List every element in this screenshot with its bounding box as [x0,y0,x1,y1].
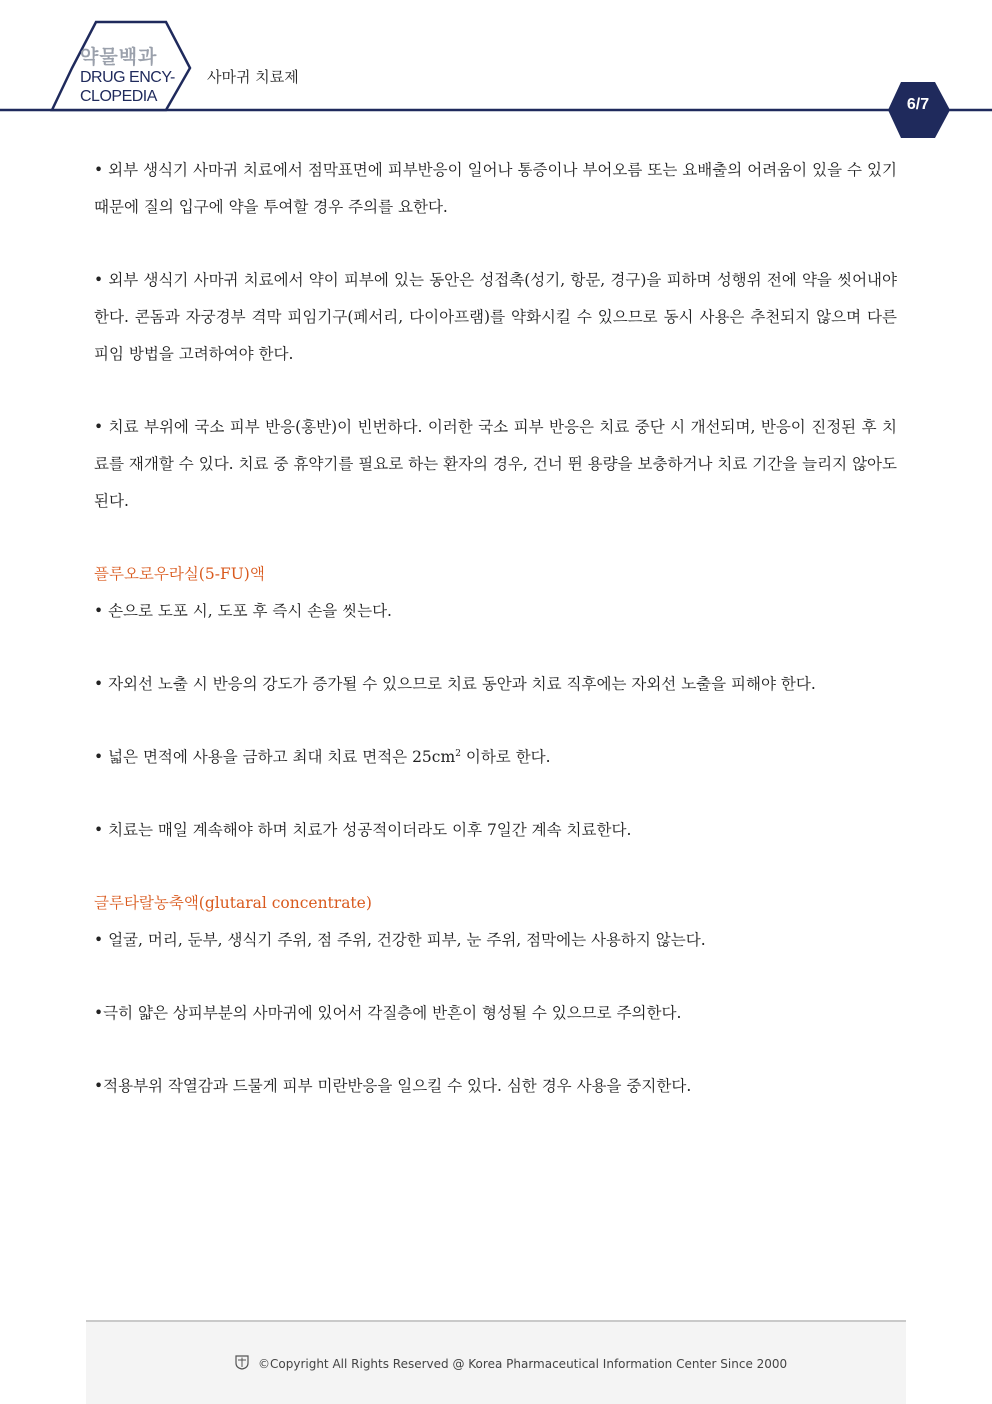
document-body [94,152,897,1105]
paragraph: • 외부 생식기 사마귀 치료에서 점막표면에 피부반응이 일어나 통증이나 부어오름 또는 요배출의 어려움이 있을 수 있기 때문에 질의 입구에 약을 투여할 경우 주의를 요한다. [94,161,897,216]
document-title: 사마귀 치료제 [207,68,299,86]
paragraph: • 손으로 도포 시, 도포 후 즉시 손을 씻는다. [94,602,392,620]
paragraph: • 외부 생식기 사마귀 치료에서 약이 피부에 있는 동안은 성접촉(성기, 항문, 경구)을 피하며 성행위 전에 약을 씻어내야 한다. 콘돔과 자궁경부 격막 피임기구(페서리, 다이아프램)를 약화시킬 수 있으므로 동시 사용은 추천되지 않으며 다른 피임 방법을 고려하여야 한다. [94,271,897,363]
paragraph: •극히 얇은 상피부분의 사마귀에 있어서 각질층에 반흔이 형성될 수 있으므로 주의한다. [94,1004,682,1022]
paragraph: • 얼굴, 머리, 둔부, 생식기 주위, 점 주위, 건강한 피부, 눈 주위, 점막에는 사용하지 않는다. [94,931,706,949]
superscript: 2 [455,748,461,759]
paragraph: • 자외선 노출 시 반응의 강도가 증가될 수 있으므로 치료 동안과 치료 직후에는 자외선 노출을 피해야 한다. [94,675,816,693]
logo-korean: 약물백과 [80,46,158,68]
paragraph [94,739,897,776]
section-heading: 글루타랄농축액(glutaral concentrate) [94,894,372,912]
page-footer [86,1320,906,1404]
paragraph: • 치료 부위에 국소 피부 반응(홍반)이 빈번하다. 이러한 국소 피부 반응은 치료 중단 시 개선되며, 반응이 진정된 후 치료를 재개할 수 있다. 치료 중 휴약기를 필요로 하는 환자의 경우, 건너 뛴 용량을 보충하거나 치료 기간을 늘리지 않아도 된다. [94,418,897,510]
section-heading: 플루오로우라실(5-FU)액 [94,565,265,583]
paragraph: • 치료는 매일 계속해야 하며 치료가 성공적이더라도 이후 7일간 계속 치료한다. [94,821,632,839]
page-number: 6/7 [906,96,930,113]
logo-english-line1: DRUG ENCY- [80,69,175,86]
paragraph-text: 이하로 한다. [460,748,551,766]
kpic-emblem-icon [234,1354,250,1374]
footer-content [234,1354,787,1374]
logo-english [80,68,190,106]
paragraph-text: • 넓은 면적에 사용을 금하고 최대 치료 면적은 25cm [94,748,456,766]
page-header [0,0,992,145]
logo-english-line2: CLOPEDIA [80,88,157,105]
copyright-text: ©Copyright All Rights Reserved @ Korea Pharmaceutical Information Center Since 2000 [258,1357,788,1371]
paragraph: •적용부위 작열감과 드물게 피부 미란반응을 일으킬 수 있다. 심한 경우 사용을 중지한다. [94,1077,692,1095]
